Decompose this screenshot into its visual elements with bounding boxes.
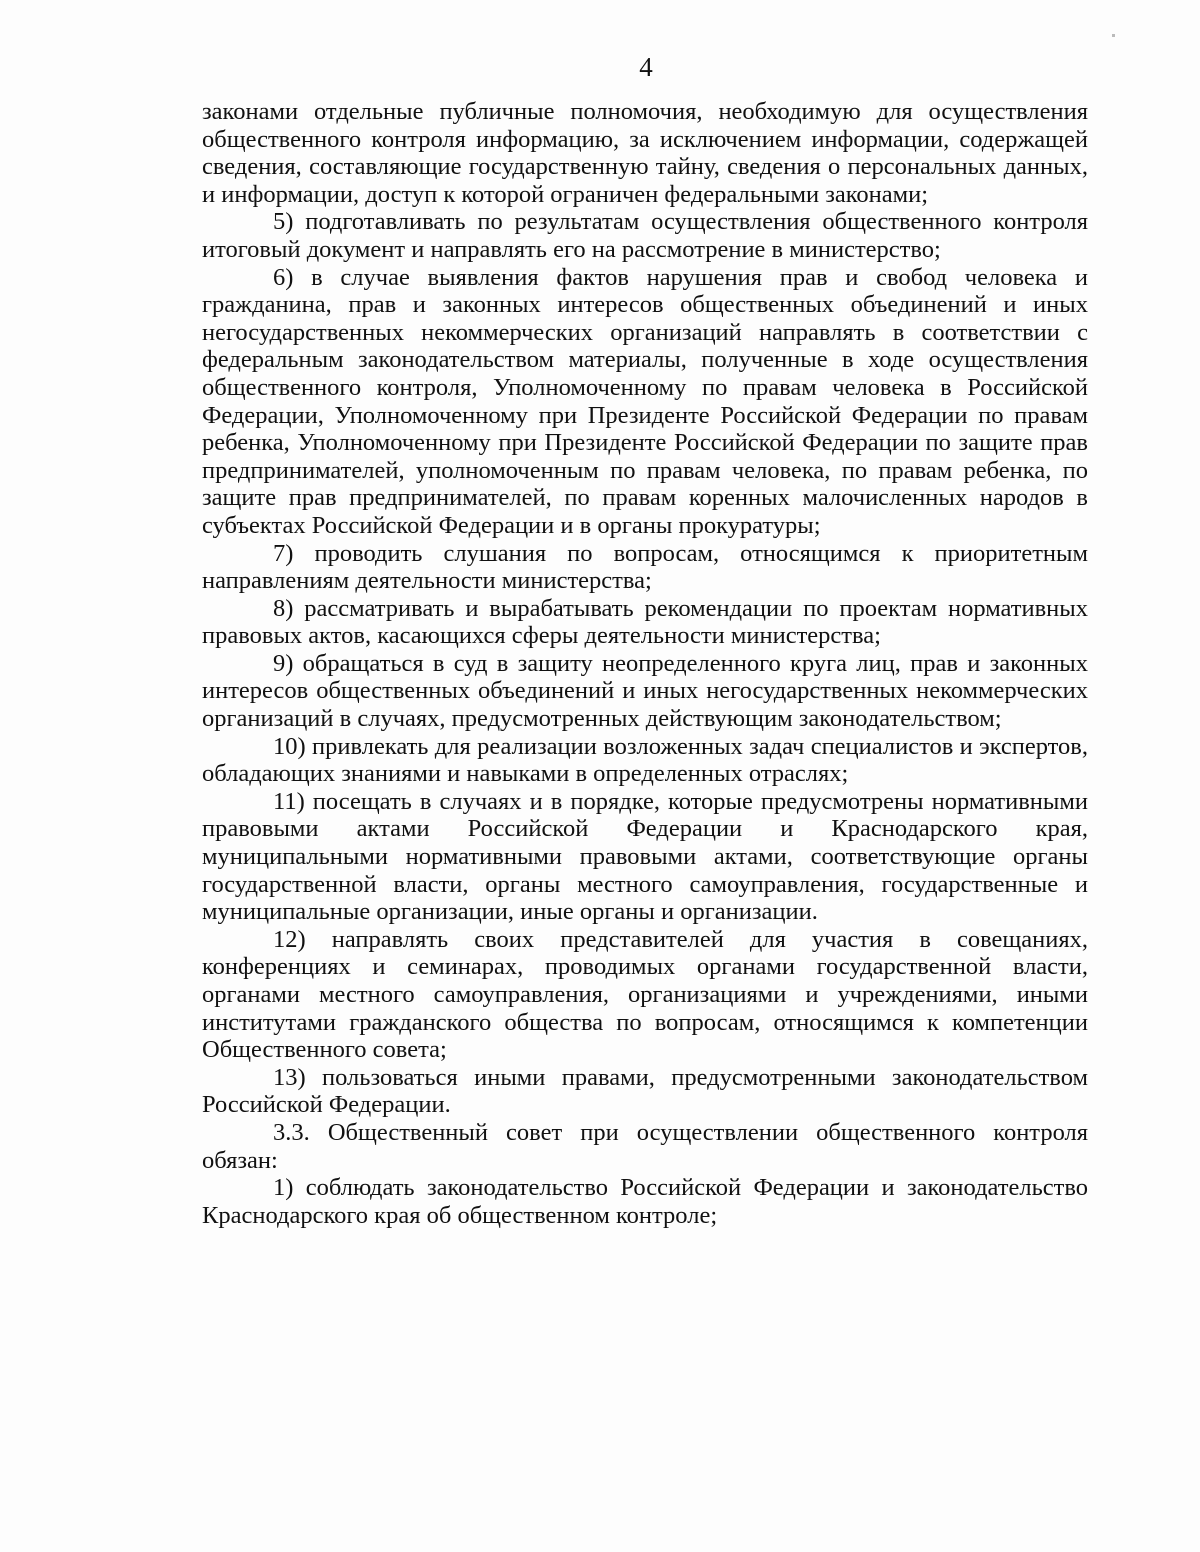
paragraph-item-13: 13) пользоваться иными правами, предусмотренными законодательством Российской Федерации. [202, 1063, 1088, 1119]
paragraph-item-7: 7) проводить слушания по вопросам, относящимся к приоритетным направлениям деятельности министерства; [202, 539, 1088, 595]
document-body [202, 98, 1088, 1229]
paragraph-item-9: 9) обращаться в суд в защиту неопределенного круга лиц, прав и законных интересов общественных объединений и иных негосударственных некоммерческих организаций в случаях, предусмотренных действующим законодательством; [202, 649, 1088, 733]
paragraph-item-11: 11) посещать в случаях и в порядке, которые предусмотрены нормативными правовыми актами Российской Федерации и Краснодарского края, муниципальными нормативными правовыми актами, соответствующие органы государственной власти, органы местного самоуправления, государственные и муниципальные организации, иные органы и организации. [202, 787, 1088, 926]
paragraph-item-12: 12) направлять своих представителей для участия в совещаниях, конференциях и семинарах, проводимых органами государственной власти, органами местного самоуправления, организациями и учреждениями, иными институтами гражданского общества по вопросам, относящимся к компетенции Общественного совета; [202, 925, 1088, 1064]
paragraph-continuation: законами отдельные публичные полномочия, необходимую для осуществления общественного контроля информацию, за исключением информации, содержащей сведения, составляющие государственную тайну, сведения о персональных данных, и информации, доступ к которой ограничен федеральными законами; [202, 98, 1088, 208]
paragraph-item-8: 8) рассматривать и вырабатывать рекомендации по проектам нормативных правовых актов, касающихся сферы деятельности министерства; [202, 594, 1088, 650]
paragraph-item-6: 6) в случае выявления фактов нарушения прав и свобод человека и гражданина, прав и законных интересов общественных объединений и иных негосударственных некоммерческих организаций направлять в соответствии с федеральным законодательством материалы, полученные в ходе осуществления общественного контроля, Уполномоченному по правам человека в Российской Федерации, Уполномоченному при Президенте Российской Федерации по правам ребенка, Уполномоченному при Президенте Российской Федерации по защите прав предпринимателей, уполномоченным по правам человека, по правам ребенка, по защите прав предпринимателей, по правам коренных малочисленных народов в субъектах Российской Федерации и в органы прокуратуры; [202, 263, 1088, 539]
scan-speck [1112, 34, 1115, 37]
paragraph-item-5: 5) подготавливать по результатам осуществления общественного контроля итоговый документ и направлять его на рассмотрение в министерство; [202, 208, 1088, 263]
paragraph-item-10: 10) привлекать для реализации возложенных задач специалистов и экспертов, обладающих знаниями и навыками в определенных отраслях; [202, 732, 1088, 788]
page-number: 4 [639, 52, 653, 82]
paragraph-duty-1: 1) соблюдать законодательство Российской Федерации и законодательство Краснодарского края об общественном контроле; [202, 1174, 1088, 1229]
paragraph-section-3-3: 3.3. Общественный совет при осуществлении общественного контроля обязан: [202, 1118, 1088, 1174]
